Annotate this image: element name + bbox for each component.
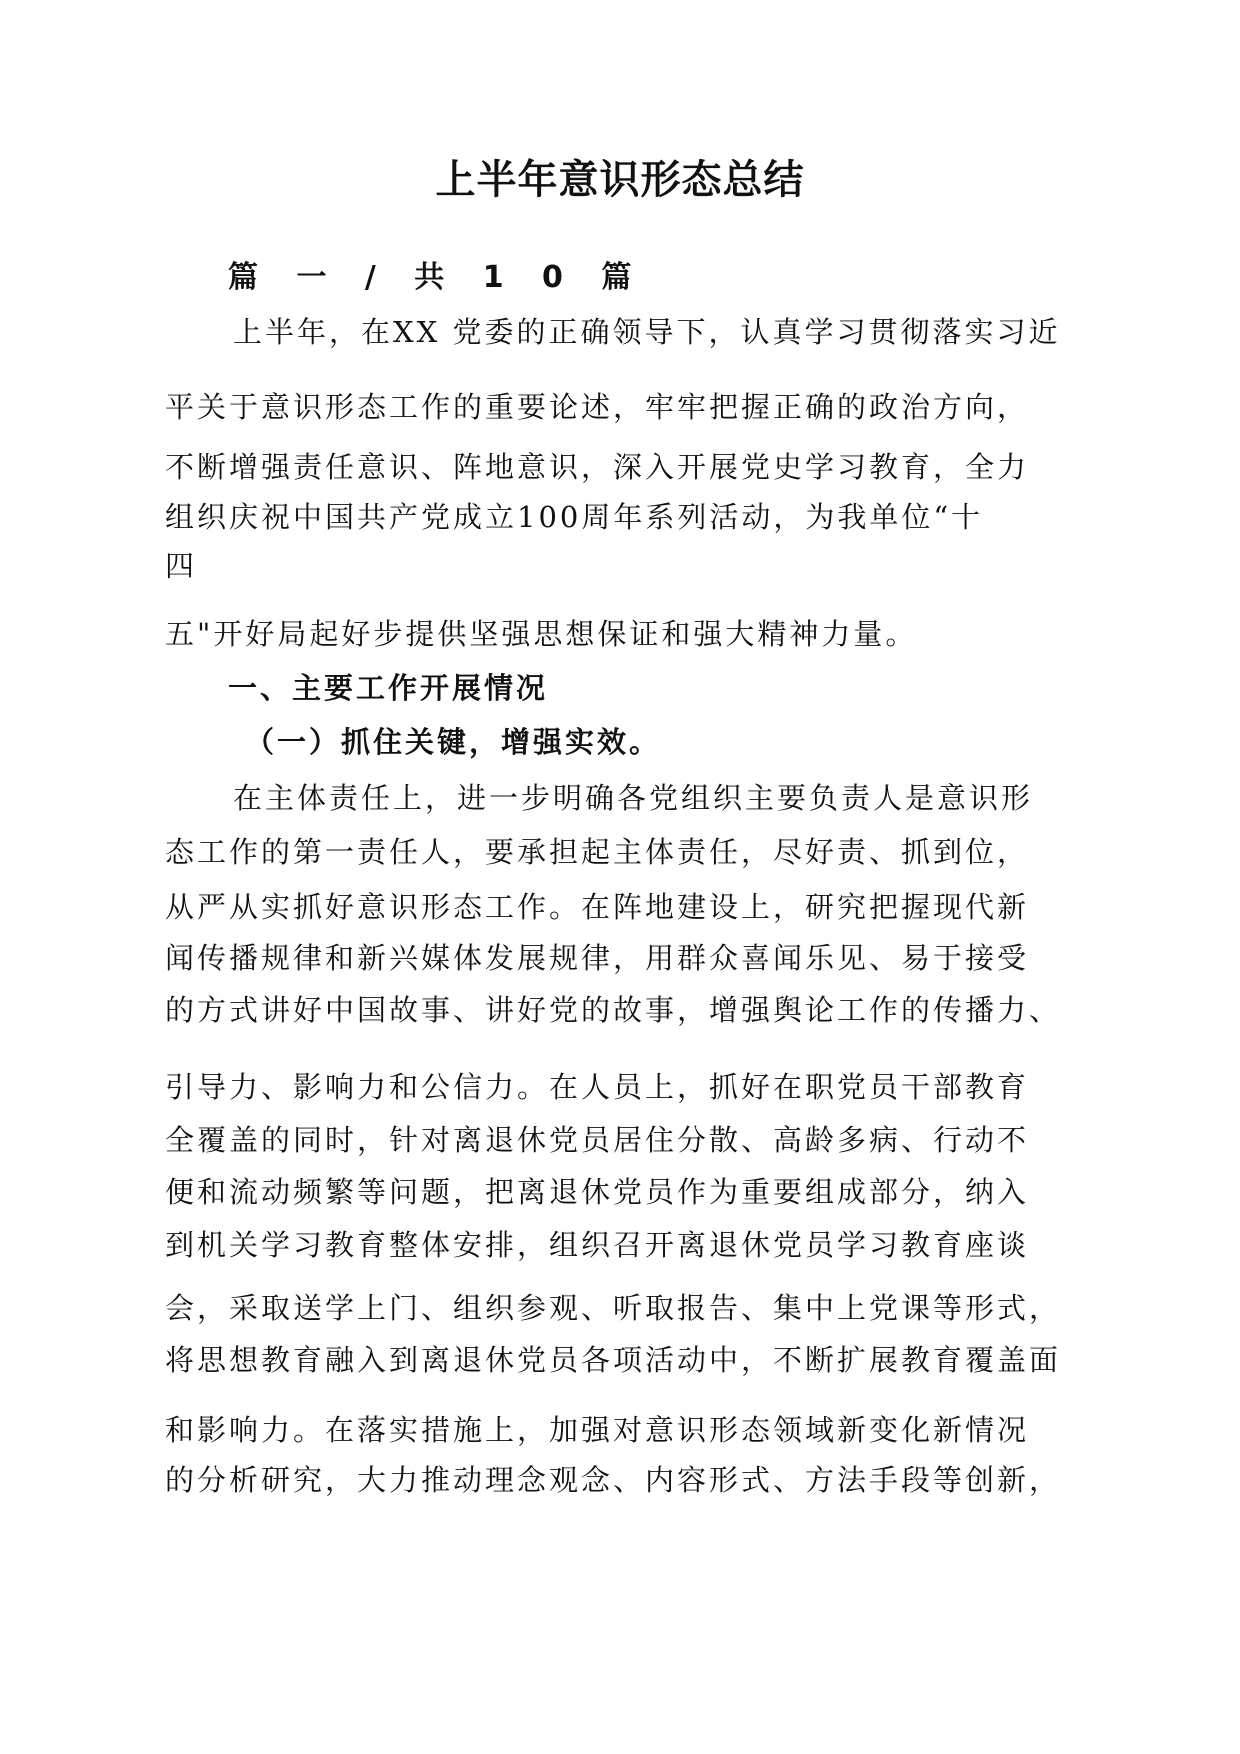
paragraph-line: 在主体责任上，进一步明确各党组织主要负责人是意识形 (233, 781, 1034, 815)
document-title: 上半年意识形态总结 (435, 157, 805, 203)
paragraph-line: 上半年，在XX 党委的正确领导下，认真学习贯彻落实习近 (233, 315, 1061, 349)
paragraph-line: 闻传播规律和新兴媒体发展规律，用群众喜闻乐见、易于接受 (165, 941, 1030, 975)
subsection-heading: （一）抓住关键，增强实效。 (245, 725, 662, 759)
paragraph-line: 的分析研究，大力推动理念观念、内容形式、方法手段等创新， (165, 1463, 1062, 1497)
paragraph-line: 平关于意识形态工作的重要论述，牢牢把握正确的政治方向， (165, 390, 1030, 424)
paragraph-line: 和影响力。在落实措施上，加强对意识形态领域新变化新情况 (165, 1413, 1030, 1447)
section-heading: 一、主要工作开展情况 (228, 671, 549, 705)
paragraph-line: 会，采取送学上门、组织参观、听取报告、集中上党课等形式， (165, 1291, 1062, 1325)
paragraph-line: 组织庆祝中国共产党成立100周年系列活动，为我单位“十 (165, 500, 984, 534)
paragraph-line: 到机关学习教育整体安排，组织召开离退休党员学习教育座谈 (165, 1228, 1030, 1262)
paragraph-line: 四 (165, 549, 198, 583)
paragraph-line: 全覆盖的同时，针对离退休党员居住分散、高龄多病、行动不 (165, 1123, 1030, 1157)
paragraph-line: 的方式讲好中国故事、讲好党的故事，增强舆论工作的传播力、 (165, 993, 1062, 1027)
paragraph-line: 从严从实抓好意识形态工作。在阵地建设上，研究把握现代新 (165, 890, 1030, 924)
paragraph-line: 将思想教育融入到离退休党员各项活动中，不断扩展教育覆盖面 (165, 1343, 1062, 1377)
paragraph-line: 引导力、影响力和公信力。在人员上，抓好在职党员干部教育 (165, 1070, 1030, 1104)
paragraph-line: 态工作的第一责任人，要承担起主体责任，尽好责、抓到位， (165, 835, 1030, 869)
paragraph-line: 五"开好局起好步提供坚强思想保证和强大精神力量。 (165, 617, 918, 651)
chapter-label: 篇 一 / 共 1 0 篇 (228, 260, 646, 295)
paragraph-line: 便和流动频繁等问题，把离退休党员作为重要组成部分，纳入 (165, 1175, 1030, 1209)
paragraph-line: 不断增强责任意识、阵地意识，深入开展党史学习教育，全力 (165, 450, 1030, 484)
